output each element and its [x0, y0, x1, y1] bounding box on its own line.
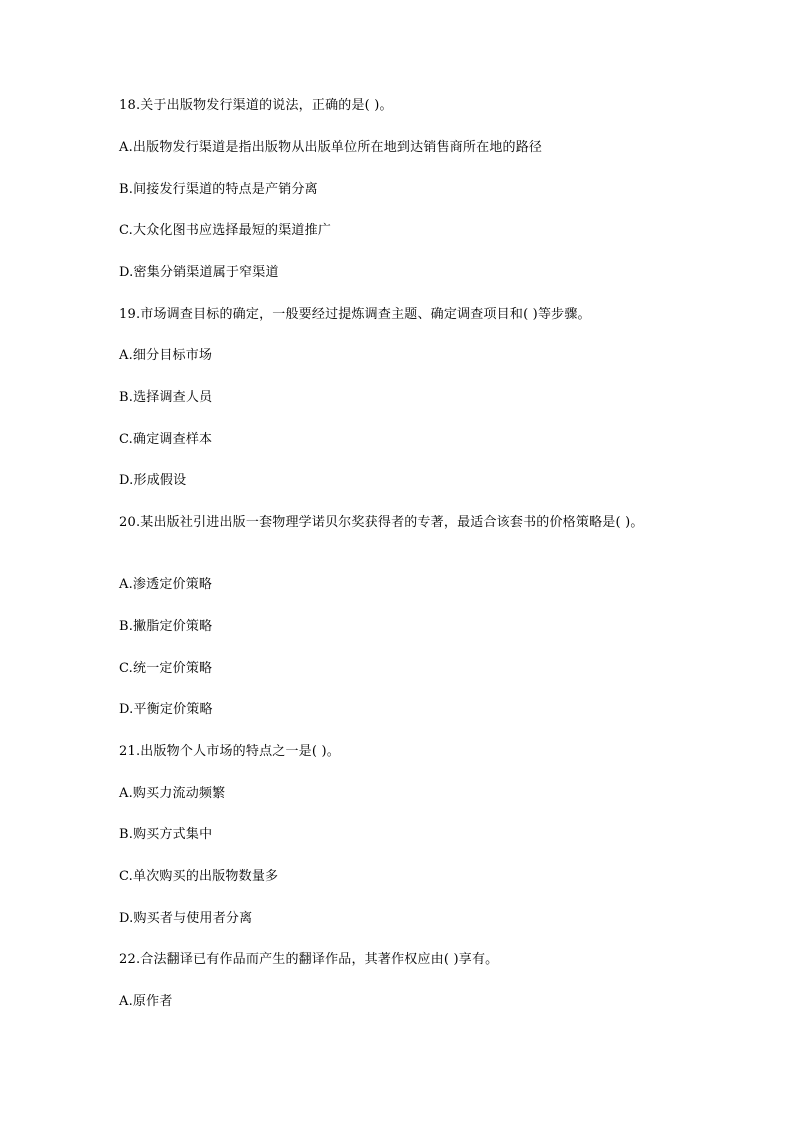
- question-20-stem: 20.某出版社引进出版一套物理学诺贝尔奖获得者的专著，最适合该套书的价格策略是( )。: [119, 515, 644, 530]
- question-21-option-c: C.单次购买的出版物数量多: [119, 869, 279, 884]
- question-19-stem: 19.市场调查目标的确定，一般要经过提炼调查主题、确定调查项目和( )等步骤。: [119, 307, 591, 322]
- question-19-option-d: D.形成假设: [119, 473, 187, 488]
- question-20-option-a: A.渗透定价策略: [119, 577, 213, 592]
- question-19-option-c: C.确定调查样本: [119, 432, 213, 447]
- question-18-option-b: B.间接发行渠道的特点是产销分离: [119, 182, 318, 197]
- question-19-option-a: A.细分目标市场: [119, 348, 213, 363]
- question-22-stem: 22.合法翻译已有作品而产生的翻译作品，其著作权应由( )享有。: [119, 952, 499, 967]
- question-22-option-a: A.原作者: [119, 994, 173, 1009]
- question-19-option-b: B.选择调查人员: [119, 390, 213, 405]
- question-20-option-c: C.统一定价策略: [119, 661, 213, 676]
- question-21-option-a: A.购买力流动频繁: [119, 786, 226, 801]
- question-18-option-c: C.大众化图书应选择最短的渠道推广: [119, 223, 332, 238]
- question-21-stem: 21.出版物个人市场的特点之一是( )。: [119, 744, 340, 759]
- question-18-option-d: D.密集分销渠道属于窄渠道: [119, 265, 279, 280]
- question-18-stem: 18.关于出版物发行渠道的说法，正确的是( )。: [119, 98, 393, 113]
- question-21-option-d: D.购买者与使用者分离: [119, 911, 253, 926]
- question-18-option-a: A.出版物发行渠道是指出版物从出版单位所在地到达销售商所在地的路径: [119, 140, 543, 155]
- question-20-option-b: B.撇脂定价策略: [119, 619, 213, 634]
- question-20-option-d: D.平衡定价策略: [119, 702, 213, 717]
- question-21-option-b: B.购买方式集中: [119, 827, 213, 842]
